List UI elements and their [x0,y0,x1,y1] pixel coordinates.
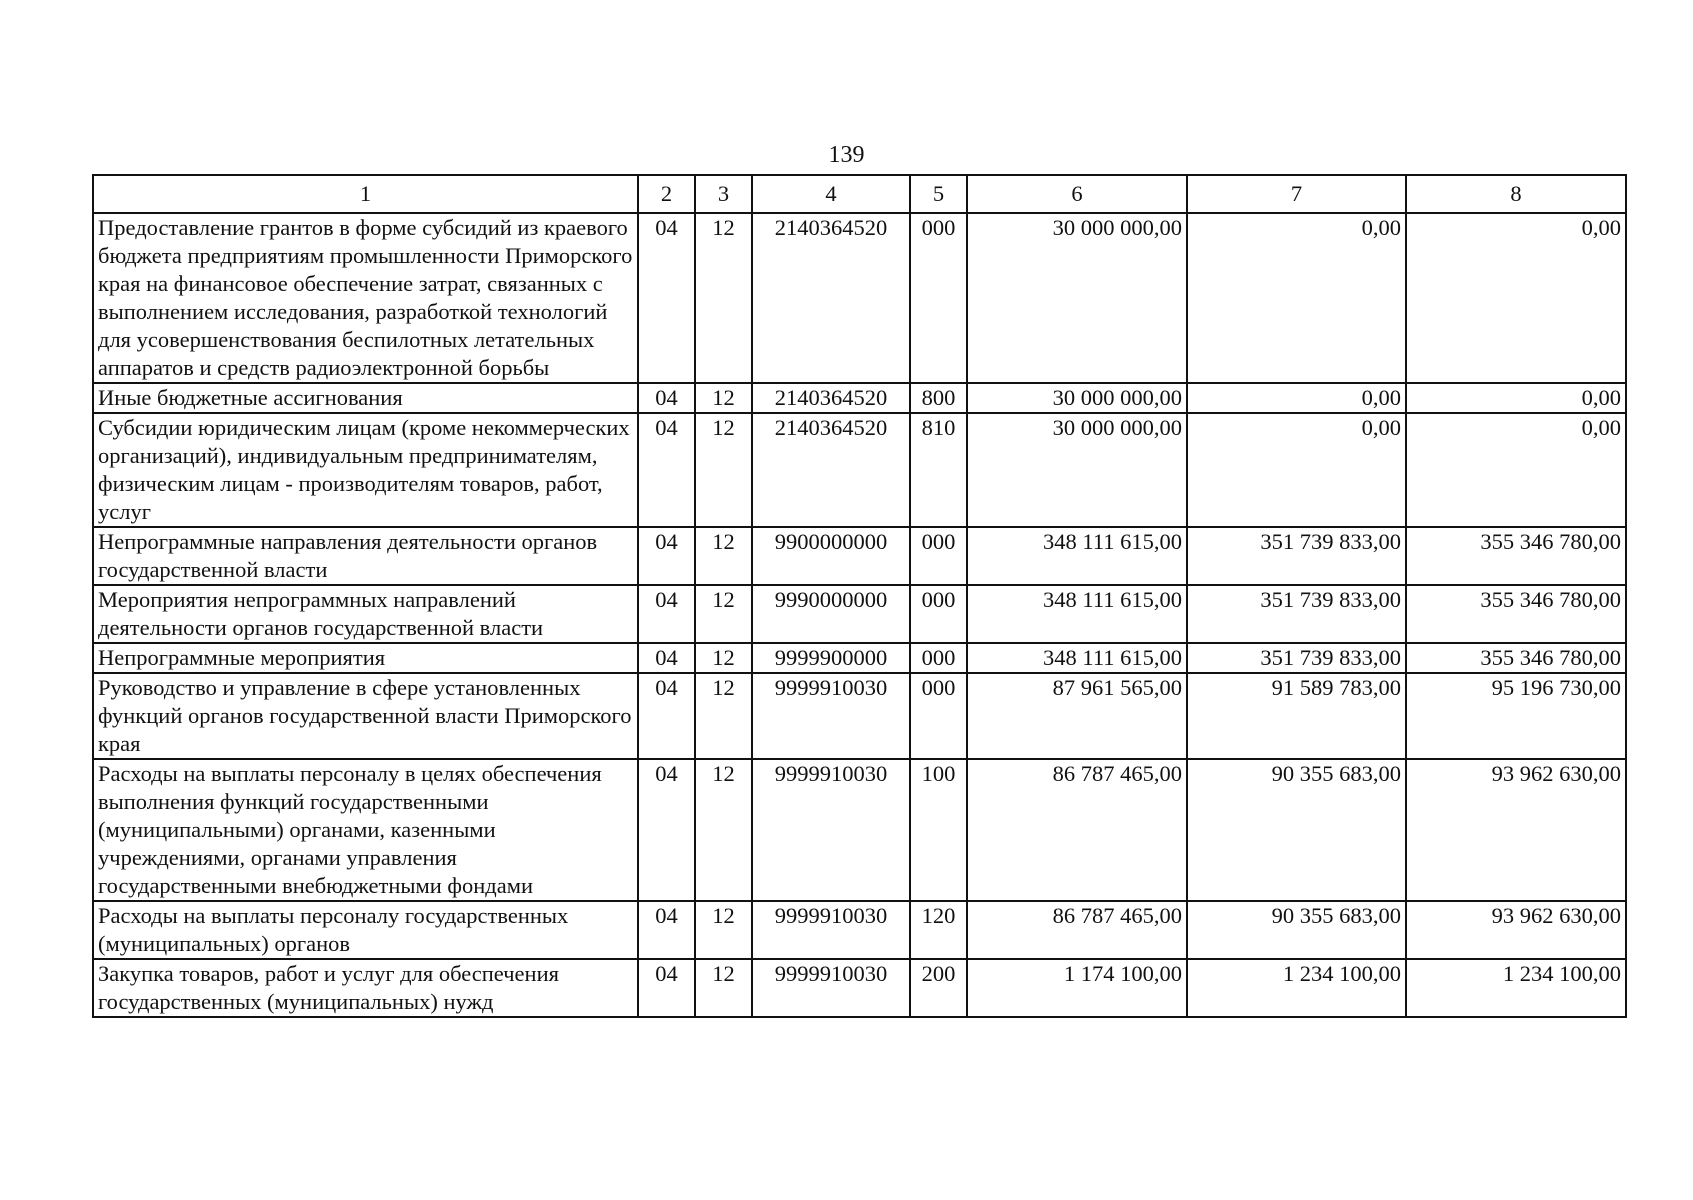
expense-type-code: 000 [910,527,967,585]
amount-col-6: 86 787 465,00 [967,901,1187,959]
expense-type-code: 000 [910,643,967,673]
section-code: 04 [638,585,695,643]
amount-col-7: 0,00 [1187,213,1406,383]
expense-type-code: 120 [910,901,967,959]
subsection-code: 12 [695,673,752,759]
expense-name: Расходы на выплаты персоналу в целях обеспечения выполнения функций государственными (муниципальными) органами, казенными учреждениями, органами управления государственными внебюджетными фондами [93,759,638,901]
amount-col-8: 93 962 630,00 [1406,759,1626,901]
subsection-code: 12 [695,413,752,527]
expense-name: Мероприятия непрограммных направлений деятельности органов государственной власти [93,585,638,643]
amount-col-6: 30 000 000,00 [967,413,1187,527]
amount-col-7: 351 739 833,00 [1187,527,1406,585]
expense-type-code: 200 [910,959,967,1017]
target-article-code: 2140364520 [752,383,910,413]
expense-name: Закупка товаров, работ и услуг для обеспечения государственных (муниципальных) нужд [93,959,638,1017]
expense-type-code: 800 [910,383,967,413]
section-code: 04 [638,643,695,673]
amount-col-8: 93 962 630,00 [1406,901,1626,959]
expense-name: Расходы на выплаты персоналу государственных (муниципальных) органов [93,901,638,959]
amount-col-8: 355 346 780,00 [1406,527,1626,585]
expense-type-code: 100 [910,759,967,901]
expense-name: Предоставление грантов в форме субсидий из краевого бюджета предприятиям промышленности Приморского края на финансовое обеспечение затрат, связанных с выполнением исследования, разработкой технологий для усовершенствования беспилотных летательных аппаратов и средств радиоэлектронной борьбы [93,213,638,383]
target-article-code: 9999910030 [752,759,910,901]
amount-col-6: 87 961 565,00 [967,673,1187,759]
target-article-code: 9999910030 [752,959,910,1017]
table-row [93,213,1626,383]
subsection-code: 12 [695,213,752,383]
table-row [93,413,1626,527]
expense-type-code: 000 [910,213,967,383]
target-article-code: 9999910030 [752,673,910,759]
amount-col-7: 91 589 783,00 [1187,673,1406,759]
amount-col-8: 95 196 730,00 [1406,673,1626,759]
target-article-code: 9999910030 [752,901,910,959]
amount-col-7: 351 739 833,00 [1187,643,1406,673]
column-header-2: 2 [638,175,695,213]
column-header-6: 6 [967,175,1187,213]
amount-col-8: 0,00 [1406,383,1626,413]
subsection-code: 12 [695,759,752,901]
expense-name: Иные бюджетные ассигнования [93,383,638,413]
column-header-8: 8 [1406,175,1626,213]
subsection-code: 12 [695,959,752,1017]
amount-col-8: 0,00 [1406,413,1626,527]
amount-col-7: 351 739 833,00 [1187,585,1406,643]
amount-col-6: 30 000 000,00 [967,213,1187,383]
table-row [93,673,1626,759]
amount-col-6: 348 111 615,00 [967,585,1187,643]
table-row [93,527,1626,585]
subsection-code: 12 [695,643,752,673]
amount-col-6: 1 174 100,00 [967,959,1187,1017]
budget-table [92,174,1627,1018]
amount-col-8: 355 346 780,00 [1406,585,1626,643]
column-header-5: 5 [910,175,967,213]
subsection-code: 12 [695,383,752,413]
expense-type-code: 810 [910,413,967,527]
table-row [93,383,1626,413]
table-row [93,959,1626,1017]
amount-col-7: 0,00 [1187,383,1406,413]
subsection-code: 12 [695,527,752,585]
amount-col-8: 1 234 100,00 [1406,959,1626,1017]
target-article-code: 2140364520 [752,413,910,527]
column-header-3: 3 [695,175,752,213]
section-code: 04 [638,413,695,527]
expense-name: Руководство и управление в сфере установленных функций органов государственной власти Приморского края [93,673,638,759]
section-code: 04 [638,527,695,585]
column-header-4: 4 [752,175,910,213]
expense-name: Непрограммные мероприятия [93,643,638,673]
section-code: 04 [638,213,695,383]
amount-col-8: 355 346 780,00 [1406,643,1626,673]
target-article-code: 2140364520 [752,213,910,383]
table-row [93,901,1626,959]
table-row [93,643,1626,673]
target-article-code: 9990000000 [752,585,910,643]
header-row [93,175,1626,213]
target-article-code: 9999900000 [752,643,910,673]
expense-type-code: 000 [910,585,967,643]
expense-name: Субсидии юридическим лицам (кроме некоммерческих организаций), индивидуальным предпринимателям, физическим лицам - производителям товаров, работ, услуг [93,413,638,527]
expense-type-code: 000 [910,673,967,759]
column-header-7: 7 [1187,175,1406,213]
section-code: 04 [638,673,695,759]
section-code: 04 [638,383,695,413]
target-article-code: 9900000000 [752,527,910,585]
expense-name: Непрограммные направления деятельности органов государственной власти [93,527,638,585]
subsection-code: 12 [695,901,752,959]
section-code: 04 [638,759,695,901]
page-number: 139 [828,142,865,168]
subsection-code: 12 [695,585,752,643]
section-code: 04 [638,959,695,1017]
amount-col-6: 348 111 615,00 [967,527,1187,585]
amount-col-7: 1 234 100,00 [1187,959,1406,1017]
table-row [93,759,1626,901]
amount-col-6: 348 111 615,00 [967,643,1187,673]
table-row [93,585,1626,643]
column-header-1: 1 [93,175,638,213]
amount-col-7: 90 355 683,00 [1187,759,1406,901]
amount-col-7: 90 355 683,00 [1187,901,1406,959]
section-code: 04 [638,901,695,959]
amount-col-6: 30 000 000,00 [967,383,1187,413]
amount-col-7: 0,00 [1187,413,1406,527]
amount-col-6: 86 787 465,00 [967,759,1187,901]
amount-col-8: 0,00 [1406,213,1626,383]
